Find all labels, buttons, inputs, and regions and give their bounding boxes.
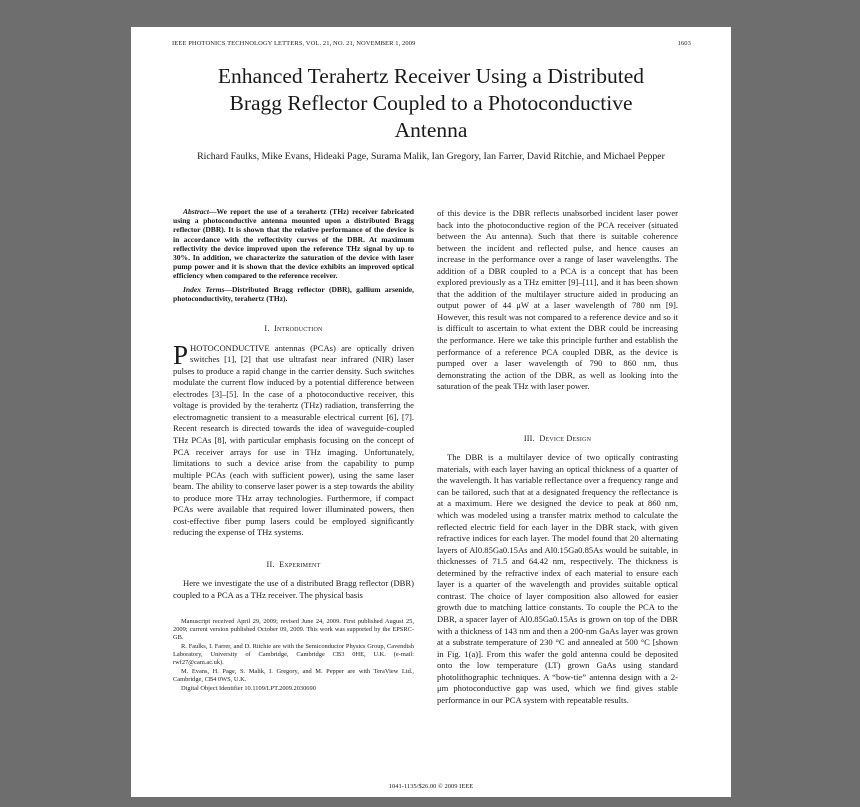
- section-numeral: III.: [523, 433, 535, 443]
- index-terms-label: Index Terms: [183, 284, 225, 294]
- drop-cap: P: [173, 339, 189, 370]
- section-numeral: II.: [266, 559, 275, 569]
- device-design-paragraph: The DBR is a multilayer device of two optically contrasting materials, with each layer having an optical thickness of a quarter of the wavelength. It has variable reflectance over a frequency range and can be tailored, such that at a designated frequency the reflectance is at a maximum. Here we designed the device to peak at 860 nm, which was modeled using a transfer matrix method to calculate the reflected electric field for each layer in the DBR stack, with given refractive indices for each layer. The model found that 20 alternating layers of Al0.85Ga0.15As and Al0.15Ga0.85As would be suitable, in thicknesses of 71.5 and 64.42 nm, respectively. The thickness is determined by the refractive index of each material to ensure each layer is a quarter of the wavelength and provides suitable optical contrast. The choice of layer composition also allowed for easier growth due to matching lattice constants. To couple the PCA to the DBR, a spacer layer of Al0.85Ga0.15As is grown on top of the DBR with a thickness of 143 nm and then a 200-nm GaAs layer was grown at a substrate temperature of 230 °C and annealed at 500 °C [shown in Fig. 1(a)]. From this wafer the gold antenna could be deposited onto the low temperature (LT) grown GaAs using standard photolithographic techniques. A “bow-tie” antenna design with a 2-μm photoconductive gap was used, which we find gives stable performance in our PCA system with repeatable results.: [437, 452, 678, 705]
- left-column: [173, 207, 414, 694]
- section-numeral: I.: [264, 324, 270, 334]
- index-terms-text: —Distributed Bragg reflector (DBR), gallium arsenide, photoconductivity, terahertz (THz).: [173, 284, 414, 303]
- intro-paragraph: [173, 339, 414, 539]
- paper-page: [131, 27, 731, 797]
- section-title: Introduction: [274, 324, 323, 334]
- page-number: 1603: [677, 40, 691, 47]
- intro-text: HOTOCONDUCTIVE antennas (PCAs) are optically driven switches [1], [2] that use ultrafast near infrared (NIR) laser pulses to produce a rapid change in the carrier density. Such switches modulate the current flow induced by a potential difference between electrodes [3]–[5]. In the case of a photoconductive receiver, this voltage is provided by the terahertz (THz) radiation, transferring the electromagnetic transient to a measurable electrical current [6], [7]. Recent research is directed towards the idea of waveguide-coupled THz PCAs [8], with particular emphasis focusing on the concept of PCA receiver arrays for use in THz imaging. Unfortunately, limitations to such a device arise from the capability to pump multiple PCAs (each with sufficient power), using the same laser beam. The ability to conserve laser power is a step towards the ability to produce more THz array technologies. Furthermore, if compact PCAs were available that required lower illuminated powers, then cost-effective fiber pump lasers could be employed significantly reducing the expense of THz systems.: [173, 342, 414, 538]
- section-title: Device Design: [539, 433, 592, 443]
- section-heading-device-design: [437, 433, 678, 445]
- title-line-1: Enhanced Terahertz Receiver Using a Distributed: [217, 64, 645, 88]
- section-heading-experiment: [173, 559, 414, 571]
- experiment-paragraph: Here we investigate the use of a distributed Bragg reflector (DBR) coupled to a PCA as a THz receiver. The physical basis: [173, 578, 414, 600]
- abstract-text: —We report the use of a terahertz (THz) receiver fabricated using a photoconductive antenna mounted upon a distributed Bragg reflector (DBR). It is shown that the relative performance of the device is in accordance with the reflectivity curves of the DBR. At maximum reflectivity the device improved upon the reference THz signal by up to 30%. In addition, we characterize the saturation of the device with laser pump power and it is shown that the device exhibits an improved optical efficiency when compared to the reference receiver.: [173, 207, 414, 281]
- abstract-label: Abstract: [183, 207, 209, 216]
- title-line-2: Bragg Reflector Coupled to a Photoconductive: [229, 91, 633, 115]
- footnote: M. Evans, H. Page, S. Malik, I. Gregory, and M. Pepper are with TeraView Ltd., Cambridge, CB4 0WS, U.K.: [173, 668, 414, 684]
- paper-title: [151, 63, 711, 144]
- author-list: Richard Faulks, Mike Evans, Hideaki Page, Surama Malik, Ian Gregory, Ian Farrer, David Ritchie, and Michael Pepper: [197, 151, 665, 162]
- footnote: Manuscript received April 29, 2009; revised June 24, 2009. First published August 25, 2009; current version published October 09, 2009. This work was supported by the EPSRC-GB.: [173, 617, 414, 641]
- footnotes: [173, 618, 414, 694]
- right-column: [437, 208, 678, 706]
- abstract: [173, 207, 414, 281]
- journal-header: IEEE PHOTONICS TECHNOLOGY LETTERS, VOL. 21, NO. 21, NOVEMBER 1, 2009: [172, 40, 416, 47]
- footnote: R. Faulks, I. Farrer, and D. Ritchie are with the Semiconductor Physics Group, Cavendish Laboratory, University of Cambridge, Cambridge CB3 0HE, U.K. (e-mail: rwf27@cam.ac.uk).: [173, 642, 414, 666]
- right-column-paragraph: of this device is the DBR reflects unabsorbed incident laser power back into the photoconductive region of the PCA receiver (situated between the Au antenna). Such that there is suitable coherence between the incident and reflected pulse, and hence causes an increase in the performance over a range of laser wavelengths. The addition of a DBR coupled to a PCA is a concept that has been explored previously as a THz emitter [9]–[11], and it has been shown that the addition of the multilayer structure aided in producing an output power of 44 μW at a laser wavelength of 780 nm [9]. However, this result was not compared to a reference device and so it is difficult to ascertain to what extent the DBR could be increasing the performance. Here we take this principle further and establish the performance of a reference PCA coupled DBR, as the device is pumped over a laser wavelength of 790 to 860 nm, thus demonstrating the action of the DBR, as well as looking into the saturation of the peak THz with laser power.: [437, 208, 678, 392]
- index-terms: [173, 285, 414, 303]
- section-title: Experiment: [279, 559, 321, 569]
- running-header: [172, 40, 691, 47]
- copyright-footer: 1041-1135/$26.00 © 2009 IEEE: [388, 783, 474, 790]
- section-heading-introduction: [173, 323, 414, 335]
- title-line-3: Antenna: [394, 118, 468, 142]
- footnote: Digital Object Identifier 10.1109/LPT.2009.2030690: [181, 685, 316, 693]
